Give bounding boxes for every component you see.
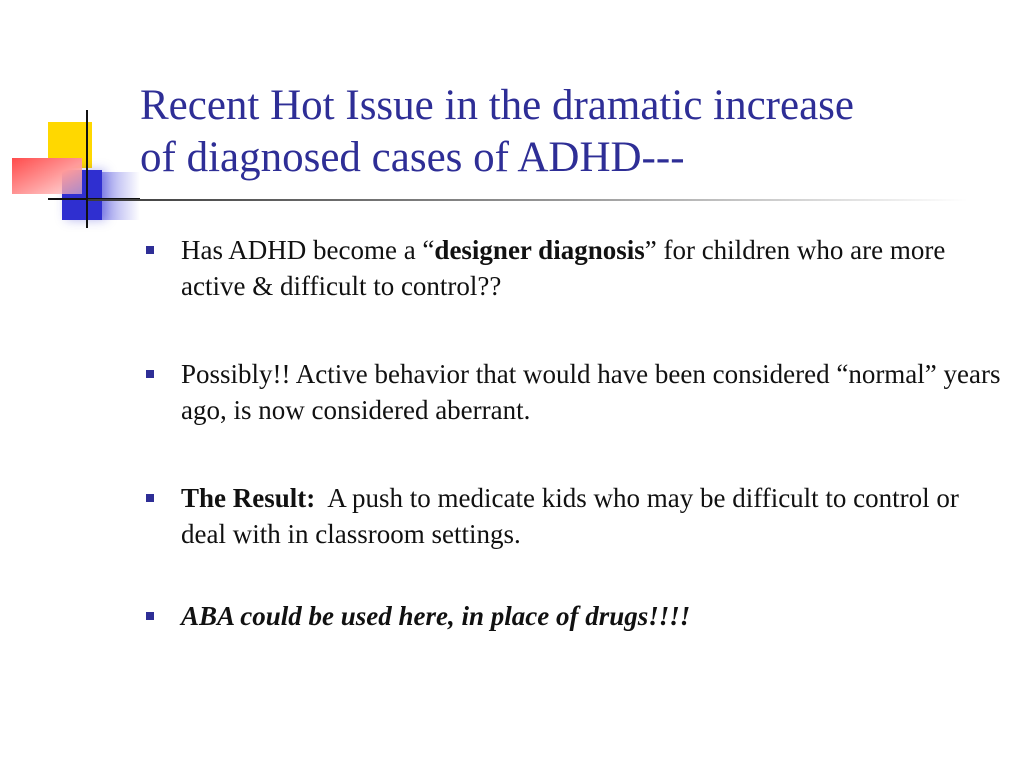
bullet-text: Has ADHD become a “ (181, 235, 435, 265)
bullet-text: Possibly!! Active behavior that would have been considered “normal” years ago, is now considered aberrant. (181, 359, 1001, 425)
bullet-list (140, 232, 1010, 686)
bullet-emphasis: designer diagnosis (434, 235, 645, 265)
slide-title (140, 80, 1000, 184)
bullet-square-icon (146, 612, 154, 620)
bullet-item-the-result (140, 480, 1010, 552)
decorative-logo-graphic (0, 0, 140, 240)
bullet-square-icon (146, 370, 154, 378)
bullet-text: A push to medicate kids who may be difficult to control or deal with in classroom settings. (181, 483, 966, 549)
bullet-text: ” for children who are more active & difficult to control?? (181, 235, 946, 301)
slide-title-line-1: Recent Hot Issue in the dramatic increase (140, 82, 854, 129)
slide-title-line-2: of diagnosed cases of ADHD--- (140, 134, 685, 181)
bullet-lead: The Result: (181, 483, 316, 513)
bullet-item-possibly (140, 356, 1010, 428)
bullet-square-icon (146, 246, 154, 254)
logo-red-square (12, 158, 82, 194)
title-underline-rule (88, 199, 968, 201)
bullet-text: ABA could be used here, in place of drugs!!!! (181, 601, 691, 631)
bullet-item-designer-diagnosis (140, 232, 1010, 304)
bullet-item-aba (140, 598, 1010, 634)
bullet-square-icon (146, 494, 154, 502)
logo-vertical-line (86, 110, 88, 228)
logo-blue-fade (100, 172, 140, 220)
